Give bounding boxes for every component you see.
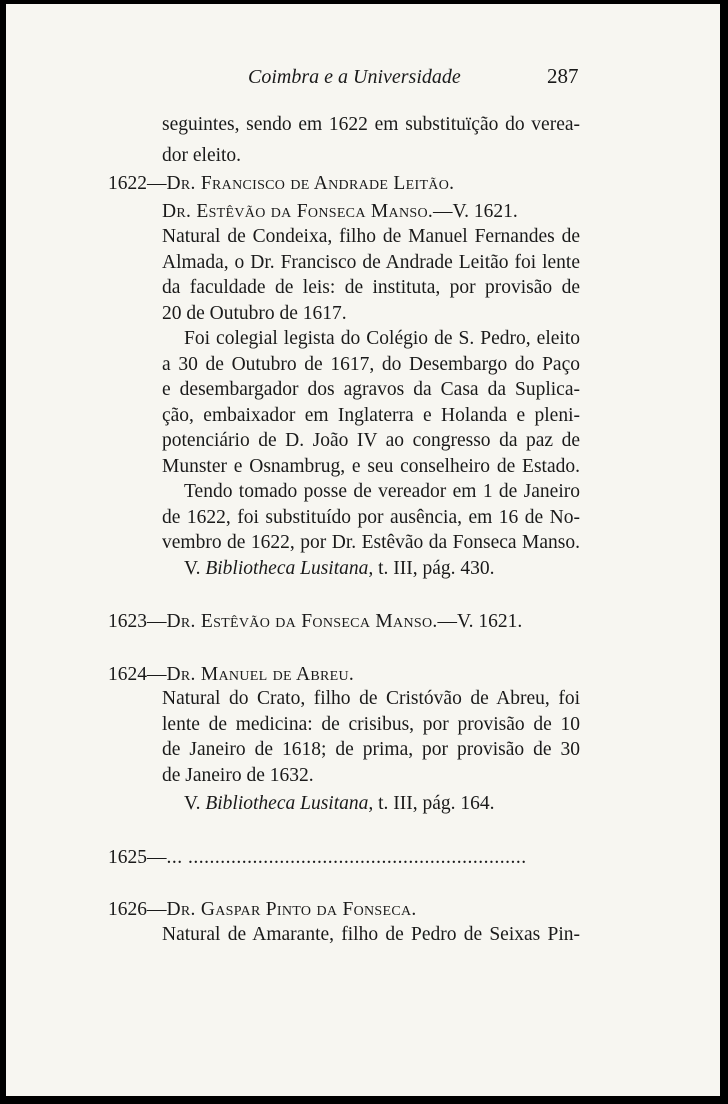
ref-title: Bibliotheca Lusitana, <box>205 558 374 579</box>
ref-suffix: t. III, pág. 164. <box>373 793 495 814</box>
page-number: 287 <box>547 64 579 88</box>
running-title: Coimbra e a Universidade <box>248 66 461 88</box>
entry-year: 1626— <box>108 899 167 920</box>
ref-suffix: t. III, pág. 430. <box>373 558 495 579</box>
ref-title: Bibliotheca Lusitana, <box>205 793 374 814</box>
text-line: e desembargador dos agravos da Casa da Suplica- <box>162 379 580 400</box>
text-line: a 30 de Outubro de 1617, do Desembargo do Paço <box>162 354 580 375</box>
entry-name: Dr. Estêvão da Fonseca Manso. <box>166 611 438 632</box>
text-line: Munster e Osnambrug, e seu conselheiro de Estado. <box>162 456 580 477</box>
entry-1622-substitute <box>162 200 518 224</box>
text-line: ção, embaixador em Inglaterra e Holanda e pleni- <box>162 405 580 426</box>
entry-1622-heading <box>108 172 454 196</box>
text-line: dor eleito. <box>162 145 242 166</box>
bibliographic-reference <box>184 792 495 816</box>
text-line: Natural do Crato, filho de Cristóvão de Abreu, foi <box>162 688 580 709</box>
text-line: de 1622, foi substituído por ausência, em 16 de No- <box>162 507 580 528</box>
text-line: de Janeiro de 1632. <box>162 765 314 786</box>
entry-1624-heading <box>108 663 354 687</box>
text-line: Natural de Amarante, filho de Pedro de Seixas Pin- <box>162 924 580 945</box>
text-line: Foi colegial legista do Colégio de S. Pedro, eleito <box>184 328 580 349</box>
text-line: 20 de Outubro de 1617. <box>162 303 347 324</box>
dotted-leader: ... ............................................................... <box>166 847 527 868</box>
text-line: Tendo tomado posse de vereador em 1 de Janeiro <box>184 481 580 502</box>
text-line: lente de medicina: de crisibus, por provisão de 10 <box>162 714 580 735</box>
entry-1623-heading <box>108 610 522 634</box>
entry-year: 1622— <box>108 173 167 194</box>
entry-1626-heading <box>108 898 417 922</box>
text-line: Natural de Condeixa, filho de Manuel Fernandes de <box>162 226 580 247</box>
ref-prefix: V. <box>184 793 206 814</box>
entry-name: Dr. Francisco de Andrade Leitão. <box>166 173 455 194</box>
entry-year: 1624— <box>108 664 167 685</box>
entry-1625-heading <box>108 846 527 870</box>
entry-name: Dr. Manuel de Abreu. <box>166 664 355 685</box>
cross-reference: —V. 1621. <box>433 201 518 222</box>
text-line: da faculdade de leis: de instituta, por provisão de <box>162 277 580 298</box>
page-header <box>6 66 720 96</box>
bibliographic-reference <box>184 557 495 581</box>
text-line: potenciário de D. João IV ao congresso da paz de <box>162 430 580 451</box>
text-line: seguintes, sendo em 1622 em substituïção do verea- <box>162 114 580 135</box>
substitute-name: Dr. Estêvão da Fonseca Manso. <box>162 201 434 222</box>
text-line: Almada, o Dr. Francisco de Andrade Leitão foi lente <box>162 252 580 273</box>
entry-name: Dr. Gaspar Pinto da Fonseca. <box>166 899 417 920</box>
ref-prefix: V. <box>184 558 206 579</box>
text-line: de Janeiro de 1618; de prima, por provisão de 30 <box>162 739 580 760</box>
entry-year: 1623— <box>108 611 167 632</box>
entry-year: 1625— <box>108 847 167 868</box>
text-line: vembro de 1622, por Dr. Estêvão da Fonseca Manso. <box>162 532 580 553</box>
book-page <box>6 4 720 1096</box>
cross-reference: —V. 1621. <box>437 611 523 632</box>
